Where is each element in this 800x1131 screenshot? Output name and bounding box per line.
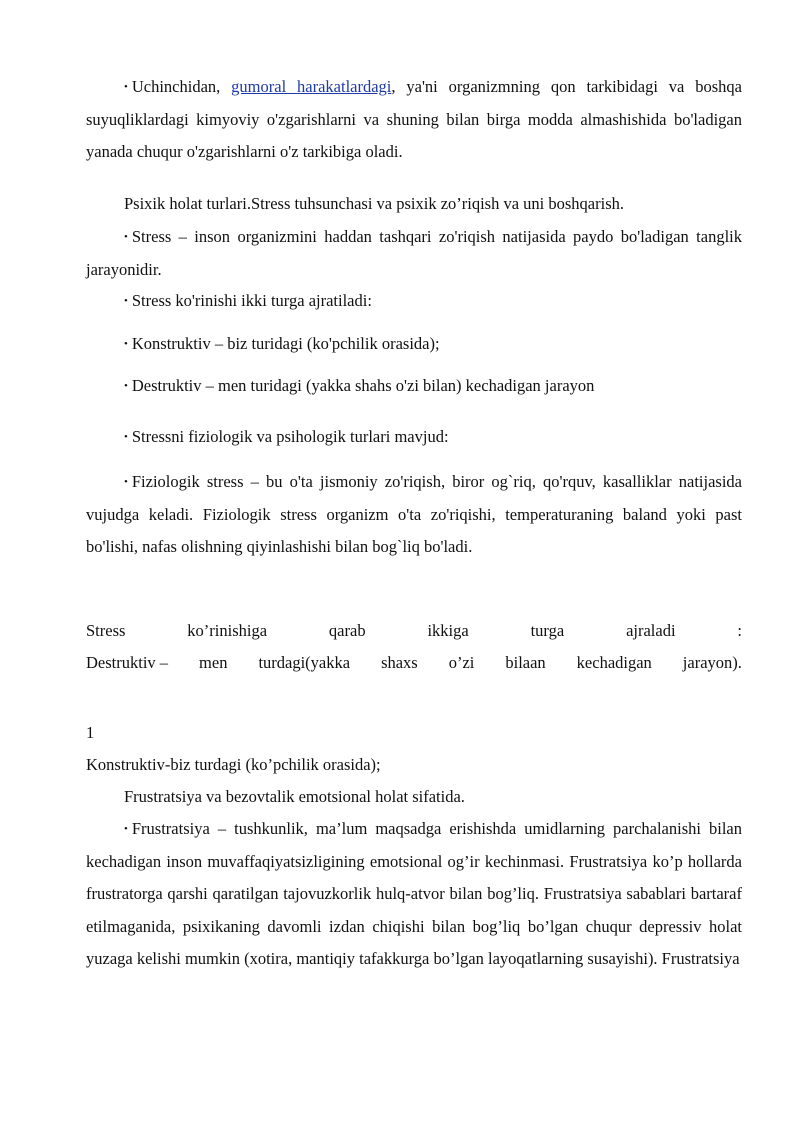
paragraph-lead: Uchinchidan, (131, 77, 221, 96)
paragraph-humoral (86, 71, 742, 169)
line-konstruktiv: Konstruktiv-biz turdagi (ko’pchilik orasida); (86, 755, 381, 774)
word: ikkiga (427, 621, 469, 640)
bullet: • (124, 231, 128, 243)
word: Destruktiv – (86, 653, 169, 672)
bullet: • (124, 338, 128, 350)
page-number: 1 (86, 723, 95, 742)
section-heading-stress: Psixik holat turlari.Stress tuhsunchasi va psixik zo’riqish va uni boshqarish. (124, 194, 624, 213)
paragraph-text: , ya'ni organizmning qon tarkibidagi va boshqa suyuqliklardagi kimyoviy o'zgarishlarni va shuning bilan birga modda almashishida bo'ladigan yanada chuqur o'zgarishlarni o'z tarkibiga oladi. (86, 77, 742, 161)
paragraph-text: Fiziologik stress – bu o'ta jismoniy zo'riqish, biror og`riq, qo'rquv, kasalliklar natijasida vujudga keladi. Fiziologik stress organizm o'ta zo'riqishi, temperaturaning baland yoki past bo'lishi, nafas olishning qiyinlashishi bilan bog`liq bo'ladi. (86, 472, 742, 556)
bullet: • (124, 431, 128, 443)
word: bilaan (505, 653, 546, 672)
word: turga (530, 621, 565, 640)
word: jarayon). (682, 653, 742, 672)
word: shaxs (381, 653, 418, 672)
paragraph-stress-definition (86, 221, 742, 286)
line-destruktiv (86, 653, 742, 673)
bullet: • (124, 295, 128, 307)
paragraph-stress-kinds (86, 421, 742, 454)
humoral-link[interactable]: gumoral harakatlardagi (231, 77, 392, 96)
word: kechadigan (576, 653, 652, 672)
paragraph-konstruktiv (86, 328, 742, 361)
word: ko’rinishiga (187, 621, 268, 640)
word: : (737, 621, 742, 640)
word: ajraladi (626, 621, 676, 640)
paragraph-frustration (86, 813, 742, 976)
bullet: • (124, 81, 128, 93)
section-heading-frustration: Frustratsiya va bezovtalik emotsional holat sifatida. (124, 787, 465, 806)
word: men (199, 653, 228, 672)
word: o’zi (448, 653, 475, 672)
paragraph-text: Stress – inson organizmini haddan tashqari zo'riqish natijasida paydo bo'ladigan tanglik jarayonidir. (86, 227, 742, 279)
paragraph-destruktiv (86, 370, 742, 403)
line-stress-appearance (86, 621, 742, 641)
paragraph-stress-types (86, 285, 742, 318)
paragraph-text: Frustratsiya – tushkunlik, ma’lum maqsadga erishishda umidlarning parchalanishi bilan kechadigan inson muvaffaqiyatsizligining emotsional og’ir kechinmasi. Frustratsiya ko’p hollarda frustratorga qarshi qaratilgan tajovuzkorlik hulq-atvor bilan bog’liq. Frustratsiya sabablari bartaraf etilmaganida, psixikaning davomli izdan chiqishi bilan bog’liq bo’lgan chuqur depressiv holat yuzaga kelishi mumkin (xotira, mantiqiy tafakkurga bo’lgan layoqatlarning susayishi). Frustratsiya (86, 819, 742, 968)
bullet: • (124, 476, 128, 488)
paragraph-text: Stressni fiziologik va psihologik turlari mavjud: (131, 427, 449, 446)
word: turdagi(yakka (258, 653, 351, 672)
bullet: • (124, 380, 128, 392)
paragraph-text: Stress ko'rinishi ikki turga ajratiladi: (131, 291, 372, 310)
paragraph-text: Destruktiv – men turidagi (yakka shahs o'zi bilan) kechadigan jarayon (131, 376, 595, 395)
paragraph-text: Konstruktiv – biz turidagi (ko'pchilik orasida); (131, 334, 440, 353)
word: qarab (328, 621, 366, 640)
paragraph-physiological-stress (86, 466, 742, 564)
word: Stress (86, 621, 126, 640)
bullet: • (124, 823, 128, 835)
